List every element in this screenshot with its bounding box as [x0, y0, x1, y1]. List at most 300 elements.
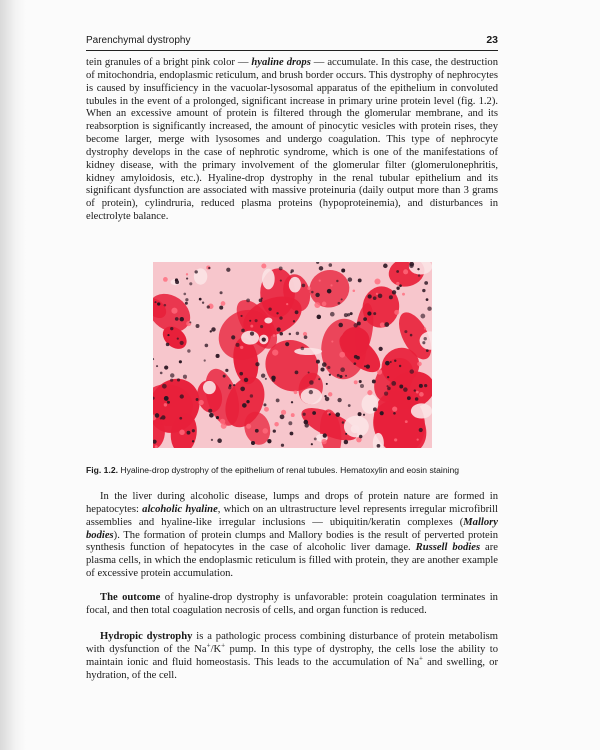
cell-nucleus	[399, 385, 403, 389]
hyaline-droplet	[273, 334, 276, 337]
cell-nucleus	[309, 380, 314, 385]
paragraph-alcoholic-hyaline	[86, 491, 498, 581]
hyaline-droplet	[272, 349, 278, 355]
cell-nucleus	[166, 343, 170, 347]
cell-nucleus	[304, 420, 309, 425]
cell-nucleus	[239, 372, 243, 376]
cell-nucleus	[373, 312, 376, 315]
hyaline-droplet	[274, 422, 278, 426]
cell-nucleus	[216, 416, 219, 419]
cell-nucleus	[276, 312, 278, 314]
cell-nucleus	[360, 384, 364, 388]
cell-nucleus	[259, 299, 263, 303]
text-run: tein granules of a bright pink color —	[86, 57, 252, 68]
cell-nucleus	[348, 277, 352, 281]
hyaline-droplet	[353, 289, 356, 292]
cell-nucleus	[185, 298, 188, 301]
tubule-lumen	[203, 381, 216, 394]
cell-nucleus	[240, 315, 242, 317]
hyaline-droplet	[392, 406, 397, 411]
cell-nucleus	[338, 302, 341, 305]
cell-nucleus	[246, 400, 249, 403]
hyaline-droplet	[281, 410, 286, 415]
cell-nucleus	[229, 384, 232, 387]
cell-nucleus	[170, 327, 173, 330]
cell-nucleus	[389, 295, 393, 299]
cell-nucleus	[196, 324, 200, 328]
cell-nucleus	[280, 280, 282, 282]
cell-nucleus	[205, 344, 209, 348]
cell-nucleus	[317, 315, 322, 320]
cell-nucleus	[344, 440, 348, 444]
cell-nucleus	[179, 360, 182, 363]
hyaline-droplet	[405, 420, 408, 423]
cell-nucleus	[363, 317, 367, 321]
cell-nucleus	[303, 413, 306, 416]
term-alcoholic-hyaline: alcoholic hyaline	[142, 503, 218, 515]
cell-nucleus	[263, 403, 266, 406]
text-run: /K	[210, 643, 222, 655]
cell-nucleus	[327, 289, 332, 294]
cell-nucleus	[399, 365, 401, 367]
cell-nucleus	[288, 421, 292, 425]
cell-nucleus	[329, 413, 331, 415]
cell-nucleus	[164, 396, 169, 401]
cell-nucleus	[354, 355, 358, 359]
page-binding-shadow	[0, 0, 26, 750]
cell-nucleus	[304, 335, 308, 339]
cell-nucleus	[211, 327, 215, 331]
hyaline-droplet	[339, 352, 345, 358]
cell-nucleus	[291, 401, 293, 403]
text-run: are plasma cells, in which the endoplasmic reticulum is filled with protein, they are another example of excessive protein accumulation.	[86, 542, 498, 580]
cell-nucleus	[326, 383, 328, 385]
cell-nucleus	[183, 375, 187, 379]
cell-nucleus	[404, 330, 407, 333]
cell-nucleus	[359, 380, 362, 383]
hyaline-droplet	[322, 302, 327, 307]
hyaline-droplet	[417, 362, 422, 367]
cell-nucleus	[208, 409, 212, 413]
cell-nucleus	[424, 384, 427, 387]
hyaline-droplet	[354, 380, 358, 384]
hyaline-droplet	[403, 269, 408, 274]
superscript-plus: +	[206, 641, 211, 650]
cell-nucleus	[396, 287, 399, 290]
hyaline-droplet	[186, 273, 188, 275]
cell-nucleus	[341, 298, 343, 300]
cell-nucleus	[385, 361, 390, 366]
cell-nucleus	[422, 341, 425, 344]
cell-nucleus	[358, 412, 362, 416]
cell-nucleus	[338, 323, 342, 327]
cell-nucleus	[233, 384, 235, 386]
cell-nucleus	[241, 329, 245, 333]
hyaline-droplet	[419, 392, 424, 397]
cell-nucleus	[209, 413, 214, 418]
cell-nucleus	[359, 435, 363, 439]
tubule-lumen	[411, 403, 432, 418]
cell-nucleus	[161, 415, 165, 419]
cell-nucleus	[204, 359, 206, 361]
cell-nucleus	[164, 365, 168, 369]
hyaline-droplet	[240, 346, 243, 349]
cell-nucleus	[330, 312, 335, 317]
cell-nucleus	[322, 362, 327, 367]
cell-nucleus	[216, 354, 220, 358]
cell-nucleus	[189, 282, 192, 285]
cell-nucleus	[358, 278, 362, 282]
cell-nucleus	[422, 289, 425, 292]
figure-caption	[86, 465, 506, 475]
cell-nucleus	[420, 314, 425, 319]
cell-nucleus	[424, 281, 428, 285]
cell-nucleus	[164, 304, 167, 307]
hyaline-droplet	[246, 424, 251, 429]
cell-nucleus	[244, 378, 248, 382]
hyaline-droplet	[264, 407, 269, 412]
hyaline-droplet	[294, 390, 298, 394]
cell-nucleus	[250, 394, 253, 397]
hyaline-droplet	[303, 332, 307, 336]
cell-nucleus	[373, 407, 377, 411]
superscript-plus: +	[221, 641, 226, 650]
cell-nucleus	[185, 302, 188, 305]
hyaline-droplet	[164, 403, 167, 406]
text-run: — accumulate. In this case, the destruction of mitochondria, endoplasmic reticulum, and brush border occurs. This dystrophy of nephrocytes is caused by insufficiency in the vacuolar-lysosomal apparatus of the epithelium in convoluted tubules in the event of a prolonged, significant increase in primary urine protein level (fig. 1.2). When an excessive amount of protein is filtered through the glomerular membrane, and its reabsorption is significantly increased, the amount of pinocytic vesicles with protein rises, they become larger, merge with lysosomes and undergo coagulation. This type of nephrocyte dystrophy develops in the case of nephrotic syndrome, which is one of the manifestations of kidney disease, with the primary involvement of the glomerular filter (glomerulonephritis, kidney amyloidosis, etc.). Hyaline-drop dystrophy in the renal tubular epithelium and its significant dysfunction are associated with massive proteinuria (daily output more than 3 grams of protein), cylindruria, reduced plasma proteins (hypoproteinemia), and disturbances in electrolyte balance.	[86, 57, 498, 223]
cell-nucleus	[348, 404, 351, 407]
paragraph-hyaline-drops	[86, 57, 498, 224]
cell-nucleus	[373, 296, 377, 300]
cell-nucleus	[296, 332, 299, 335]
cell-nucleus	[179, 417, 182, 420]
cell-nucleus	[279, 316, 282, 319]
hyaline-droplet	[367, 390, 372, 395]
hyaline-droplet	[221, 301, 226, 306]
cell-nucleus	[379, 347, 383, 351]
tubule-lumen	[264, 317, 272, 323]
cell-nucleus	[295, 310, 299, 314]
cell-nucleus	[308, 372, 310, 374]
cell-nucleus	[311, 291, 314, 294]
cell-nucleus	[386, 385, 388, 387]
paragraph-outcome	[86, 592, 498, 618]
cell-nucleus	[424, 337, 427, 340]
cell-nucleus	[417, 268, 419, 270]
cell-nucleus	[339, 375, 342, 378]
cell-nucleus	[302, 284, 306, 288]
hyaline-droplet	[221, 423, 227, 429]
cell-nucleus	[208, 267, 210, 269]
cell-nucleus	[255, 429, 259, 433]
cell-nucleus	[426, 298, 429, 301]
cell-nucleus	[260, 325, 263, 328]
cell-nucleus	[390, 361, 392, 363]
cell-nucleus	[207, 305, 210, 308]
cell-nucleus	[336, 280, 338, 282]
running-header	[86, 34, 498, 51]
cell-nucleus	[316, 360, 320, 364]
cell-nucleus	[276, 399, 280, 403]
hyaline-droplet	[314, 302, 320, 308]
cell-nucleus	[419, 384, 423, 388]
cell-nucleus	[231, 335, 235, 339]
cell-nucleus	[170, 373, 174, 377]
cell-nucleus	[155, 413, 160, 418]
figure-caption-text: Hyaline-drop dystrophy of the epithelium of renal tubules. Hematoxylin and eosin staining	[118, 465, 460, 475]
cell-nucleus	[387, 376, 389, 378]
term-russell-bodies: Russell bodies	[415, 542, 481, 554]
cell-nucleus	[189, 321, 191, 323]
cell-nucleus	[345, 433, 347, 435]
cell-nucleus	[273, 430, 276, 433]
cell-nucleus	[418, 274, 421, 277]
hyaline-droplet	[394, 310, 399, 315]
cell-nucleus	[240, 387, 245, 392]
cell-nucleus	[318, 378, 320, 380]
cell-nucleus	[175, 317, 179, 321]
cell-nucleus	[281, 444, 284, 447]
cell-nucleus	[246, 298, 250, 302]
cell-nucleus	[342, 421, 345, 424]
cell-nucleus	[320, 367, 324, 371]
hyaline-droplet	[396, 282, 399, 285]
cell-nucleus	[410, 369, 414, 373]
cell-nucleus	[341, 268, 345, 272]
hyaline-droplet	[424, 327, 426, 329]
cell-nucleus	[280, 332, 284, 336]
cell-nucleus	[192, 440, 194, 442]
hyaline-droplet	[394, 438, 397, 441]
cell-nucleus	[157, 302, 160, 305]
cell-nucleus	[399, 284, 402, 287]
hyaline-droplet	[291, 413, 295, 417]
cell-nucleus	[250, 332, 254, 336]
hyaline-droplet	[374, 278, 380, 284]
cell-nucleus	[226, 268, 230, 272]
cell-nucleus	[415, 397, 419, 401]
cell-nucleus	[384, 322, 389, 327]
cell-nucleus	[196, 398, 199, 401]
cell-nucleus	[367, 311, 371, 315]
cell-nucleus	[419, 428, 423, 432]
cell-nucleus	[180, 394, 184, 398]
cell-nucleus	[223, 375, 226, 378]
cell-nucleus	[383, 264, 388, 269]
cell-nucleus	[329, 263, 333, 267]
cell-nucleus	[372, 380, 376, 384]
term-hyaline-drops: hyaline drops	[251, 57, 311, 68]
hyaline-droplet	[377, 369, 382, 374]
cell-nucleus	[353, 362, 356, 365]
cell-nucleus	[156, 365, 158, 367]
cell-nucleus	[378, 294, 383, 299]
cell-nucleus	[301, 347, 305, 351]
figure-micrograph	[153, 262, 432, 448]
cell-nucleus	[329, 374, 331, 376]
cell-nucleus	[387, 387, 391, 391]
cell-nucleus	[409, 264, 414, 269]
cell-nucleus	[340, 367, 345, 372]
cell-nucleus	[177, 378, 180, 381]
cell-nucleus	[393, 412, 396, 415]
hyaline-droplet	[380, 322, 385, 327]
cell-nucleus	[217, 438, 222, 443]
tubule-lumen	[289, 277, 301, 293]
cell-nucleus	[323, 433, 327, 437]
hyaline-droplet	[376, 293, 378, 295]
text-run: , which on an ultrastructure level represents irregular microfibrill assemblies and hyaline-like irregular inclusions — ubiquitin/keratin complexes (	[86, 503, 498, 528]
hyaline-droplet	[328, 392, 332, 396]
hyaline-droplet	[163, 277, 168, 282]
cell-nucleus	[337, 374, 340, 377]
cell-nucleus	[177, 338, 179, 340]
term-hydropic-dystrophy: Hydropic dystrophy	[100, 631, 193, 642]
cell-nucleus	[170, 379, 173, 382]
cell-nucleus	[345, 375, 347, 377]
cell-nucleus	[414, 389, 416, 391]
cell-nucleus	[279, 266, 283, 270]
hyaline-droplet	[199, 400, 204, 405]
cell-nucleus	[180, 317, 184, 321]
hyaline-droplet	[307, 287, 310, 290]
cell-nucleus	[268, 307, 271, 310]
cell-nucleus	[357, 322, 361, 326]
cell-nucleus	[293, 320, 295, 322]
hyaline-droplet	[417, 438, 419, 440]
cell-nucleus	[410, 334, 413, 337]
cell-nucleus	[265, 378, 267, 380]
text-run: In the liver during alcoholic disease, lumps and drops of protein nature are formed in hepatocytes:	[86, 491, 498, 515]
hyaline-droplet	[402, 293, 405, 296]
cell-nucleus	[187, 349, 190, 352]
cell-nucleus	[255, 362, 259, 366]
superscript-plus: +	[419, 654, 423, 663]
term-outcome: The outcome	[100, 592, 161, 603]
cell-nucleus	[251, 441, 255, 445]
page-number: 23	[486, 34, 498, 46]
cell-nucleus	[368, 294, 372, 298]
cell-nucleus	[309, 390, 313, 394]
cell-nucleus	[261, 373, 265, 377]
cell-nucleus	[337, 398, 341, 402]
cell-nucleus	[319, 266, 324, 271]
cell-nucleus	[285, 342, 289, 346]
cell-nucleus	[407, 396, 411, 400]
cell-nucleus	[225, 369, 228, 372]
cell-nucleus	[327, 366, 330, 369]
cell-nucleus	[167, 401, 170, 404]
hyaline-droplet	[179, 430, 185, 436]
cell-nucleus	[427, 307, 431, 311]
cell-nucleus	[290, 432, 294, 436]
cell-nucleus	[154, 301, 156, 303]
cell-nucleus	[220, 291, 223, 294]
cell-nucleus	[192, 429, 195, 432]
cell-nucleus	[271, 376, 276, 381]
hyaline-droplet	[262, 428, 268, 434]
text-run: is a pathologic process combining disturbance of protein metabolism with dysfunction of the Na	[86, 631, 498, 655]
cell-nucleus	[160, 372, 163, 375]
cell-nucleus	[314, 437, 317, 440]
cell-nucleus	[403, 387, 408, 392]
cell-nucleus	[392, 290, 396, 294]
cell-nucleus	[183, 293, 186, 296]
cell-nucleus	[167, 334, 169, 336]
hyaline-droplet	[286, 303, 288, 305]
cell-nucleus	[380, 411, 384, 415]
cell-nucleus	[187, 431, 191, 435]
term-mallory-bodies: Mallory bodies	[86, 516, 498, 541]
text-run: of hyaline-drop dystrophy is unfavorable: protein coagulation terminates in focal, and then total coagulation necrosis of cells, and organ function is reduced.	[86, 592, 498, 616]
cell-nucleus	[277, 327, 281, 331]
tubule-lumen	[262, 269, 275, 290]
cell-nucleus	[366, 364, 370, 368]
hyaline-droplet	[321, 439, 326, 444]
cell-nucleus	[175, 278, 178, 281]
text-run: pump. In this type of dystrophy, the cells lose the ability to maintain ionic and fluid homeostasis. This leads to the accumulation of Na	[86, 643, 498, 668]
cell-nucleus	[199, 298, 202, 301]
cell-nucleus	[236, 343, 240, 347]
hyaline-droplet	[319, 280, 321, 282]
cell-nucleus	[290, 271, 292, 273]
cell-nucleus	[311, 443, 313, 445]
hyaline-droplet	[330, 284, 332, 286]
cell-nucleus	[262, 338, 266, 342]
cell-nucleus	[289, 333, 291, 335]
cell-nucleus	[312, 411, 316, 415]
hyaline-droplet	[416, 391, 419, 394]
hyaline-droplet	[250, 325, 253, 328]
text-run: and swelling, or hydration, of the cell.	[86, 656, 498, 681]
cell-nucleus	[162, 384, 167, 389]
cell-nucleus	[280, 414, 285, 419]
micrograph-image	[153, 262, 432, 448]
cell-nucleus	[391, 381, 396, 386]
cell-nucleus	[180, 341, 184, 345]
cell-nucleus	[315, 293, 319, 297]
cell-nucleus	[377, 444, 381, 448]
cell-nucleus	[219, 306, 223, 310]
paragraph-hydropic-dystrophy	[86, 631, 498, 682]
hyaline-droplet	[171, 308, 177, 314]
cell-nucleus	[186, 278, 188, 280]
cell-nucleus	[249, 320, 251, 322]
cell-nucleus	[335, 412, 340, 417]
hyaline-droplet	[331, 340, 333, 342]
hyaline-droplet	[261, 263, 266, 268]
tubule-lumen	[344, 416, 369, 438]
tubule-lumen	[294, 348, 322, 355]
cell-nucleus	[211, 439, 213, 441]
cell-nucleus	[394, 360, 396, 362]
cell-nucleus	[255, 319, 258, 322]
cell-nucleus	[396, 270, 399, 273]
cell-nucleus	[363, 414, 365, 416]
cell-nucleus	[202, 302, 204, 304]
cell-nucleus	[267, 439, 271, 443]
cell-nucleus	[384, 392, 388, 396]
running-header-title: Parenchymal dystrophy	[86, 35, 191, 46]
cell-nucleus	[350, 312, 353, 315]
figure-label: Fig. 1.2.	[86, 465, 118, 475]
cell-nucleus	[295, 370, 299, 374]
cell-nucleus	[195, 270, 198, 273]
cell-nucleus	[242, 403, 247, 408]
cell-nucleus	[426, 349, 429, 352]
text-run: ). The formation of protein clumps and Mallory bodies is the result of perverted protein synthesis function of hepatocytes in the case of alcoholic liver damage.	[86, 529, 498, 554]
cell-nucleus	[324, 395, 326, 397]
